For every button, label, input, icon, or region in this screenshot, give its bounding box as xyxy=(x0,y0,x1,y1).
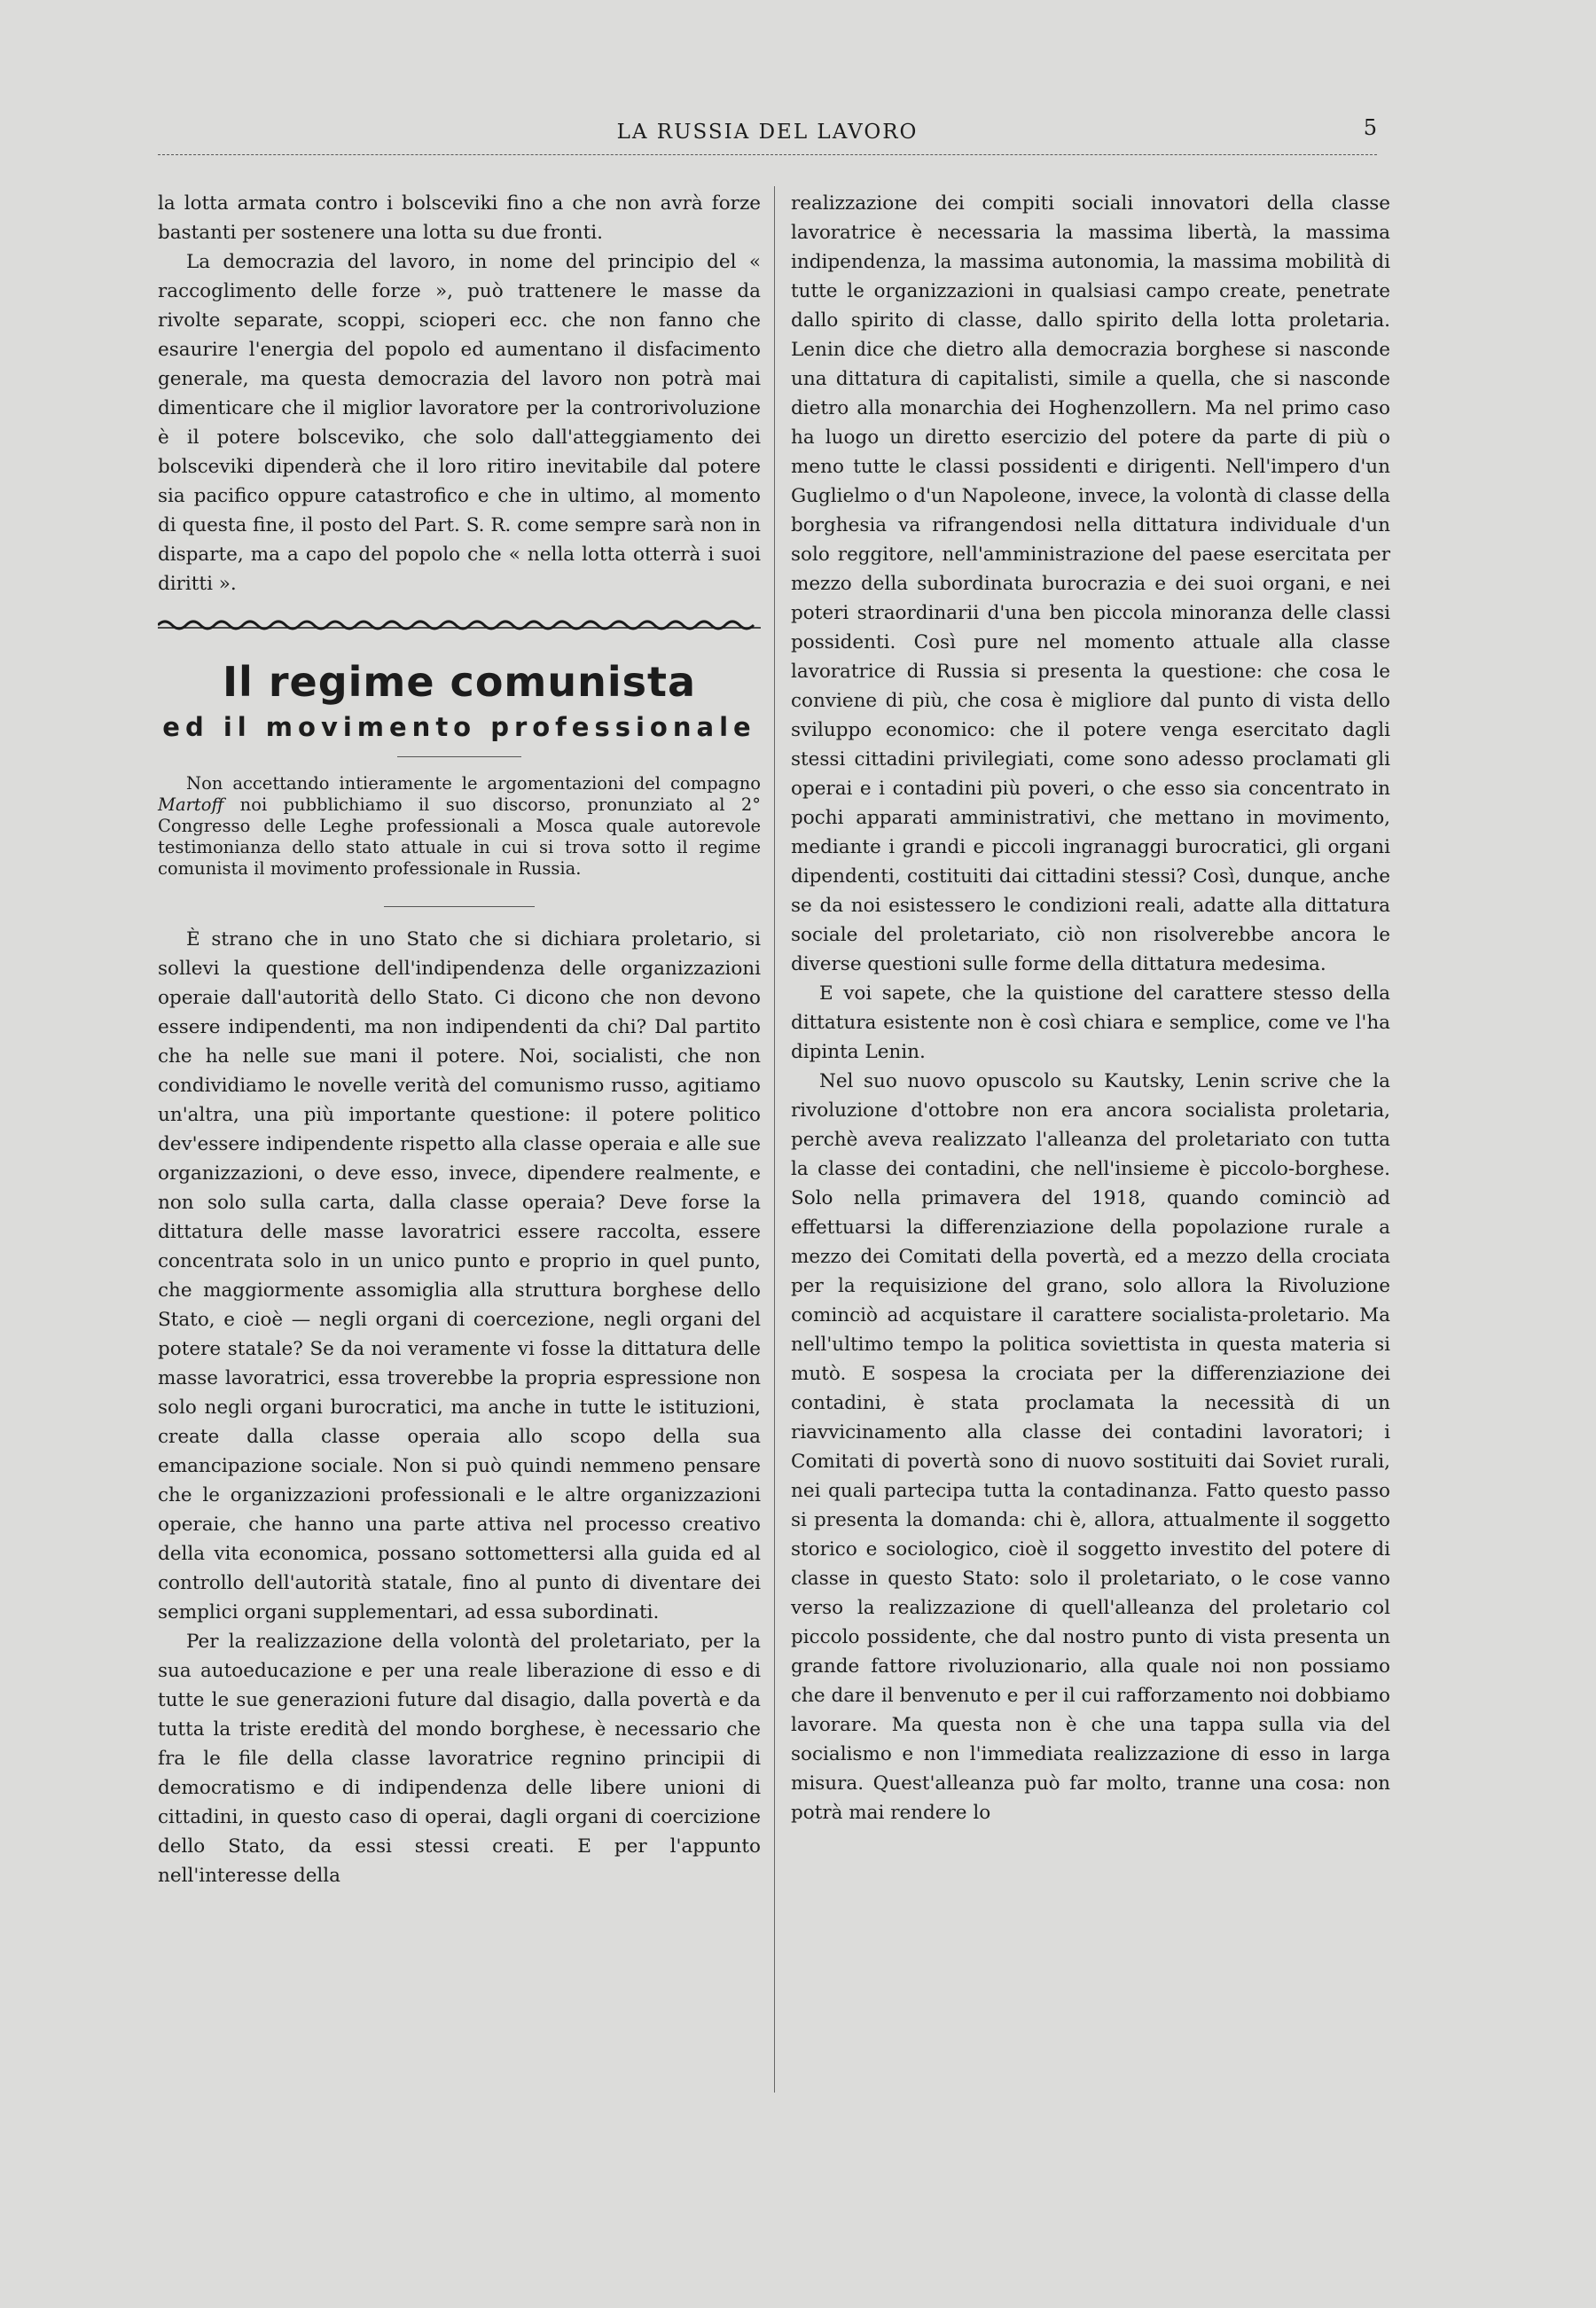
page-number: 5 xyxy=(1363,115,1377,140)
article-title: Il regime comunista xyxy=(222,658,697,706)
editor-note-text: Non accettando intieramente le argomentazioni del compagno xyxy=(186,773,761,794)
paragraph: Per la realizzazione della volontà del proletariato, per la sua autoeducazione e per una reale liberazione di esso e di tutte le sue generazioni future dal disagio, dalla povertà e da tutta la triste eredità del mondo borghese, è necessario che fra le file della classe lavoratrice regnino principii di democratismo e di indipendenza delle libere unioni di cittadini, in questo caso di operai, dagli organi di coercizione dello Stato, da essi stessi creati. E per l'appunto nell'interesse della xyxy=(158,1631,761,1887)
editor-note xyxy=(158,773,761,880)
article-subtitle: ed il movimento professionale xyxy=(162,712,756,742)
paragraph: Nel suo nuovo opuscolo su Kautsky, Lenin scrive che la rivoluzione d'ottobre non era ancora socialista proletaria, perchè aveva realizzato l'alleanza del proletariato con tutta la classe dei contadini, che nell'insieme è piccolo-borghese. Solo nella primavera del 1918, quando cominciò ad effettuarsi la differenziazione della popolazione rurale a mezzo dei Comitati della povertà, ed a mezzo della crociata per la requisizione del grano, solo allora la Rivoluzione cominciò ad acquistare il carattere socialista-proletario. Ma nell'ultimo tempo la politica soviettista in questa materia si mutò. E sospesa la crociata per la differenziazione dei contadini, è stata proclamata la necessità di un riavvicinamento alla classe dei contadini lavoratori; i Comitati di povertà sono di nuovo sostituiti dai Soviet rurali, nei quali partecipa tutta la contadinanza. Fatto questo passo si presenta la domanda: chi è, allora, attualmente il soggetto storico e sociologico, cioè il soggetto investito del potere di classe in questo Stato: solo il proletariato, o le cose vanno verso la realizzazione di quell'alleanza del proletario col piccolo possidente, che dal nostro punto di vista presenta un grande fattore rivoluzionario, alla quale noi non possiamo che dare il benvenuto e per il cui rafforzamento noi dobbiamo lavorare. Ma questa non è che una tappa sulla via del socialismo e non l'immediata realizzazione di esso in larga misura. Quest'alleanza può far molto, tranne una cosa: non potrà mai rendere lo xyxy=(791,1070,1390,1824)
paragraph: È strano che in uno Stato che si dichiara proletario, si sollevi la questione dell'indipendenza delle organizzazioni operaie dall'autorità dello Stato. Ci dicono che non devono essere indipendenti, ma non indipendenti da chi? Dal partito che ha nelle sue mani il potere. Noi, socialisti, che non condividiamo le novelle verità del comunismo russo, agitiamo un'altra, una più importante questione: il potere politico dev'essere indipendente rispetto alla classe operaia e alle sue organizzazioni, o deve esso, invece, dipendere realmente, e non solo sulla carta, dalla classe operaia? Deve forse la dittatura delle masse lavoratrici essere raccolta, essere concentrata solo in un unico punto e proprio in quel punto, che maggiormente assomiglia alla struttura borghese dello Stato, e cioè — negli organi di coercezione, negli organi del potere statale? Se da noi veramente vi fosse la dittatura delle masse lavoratrici, essa troverebbe la propria espressione non solo negli organi burocratici, ma anche in tutte le istituzioni, create dalla classe operaia allo scopo della sua emancipazione sociale. Non si può quindi nemmeno pensare che le organizzazioni professionali e le altre organizzazioni operaie, che hanno una parte attiva nel processo creativo della vita economica, possano sottomettersi alla guida ed al controllo dell'autorità statale, fino al punto di diventare dei semplici organi supplementari, ad essa subordinati. xyxy=(158,928,761,1623)
header-rule xyxy=(158,154,1377,155)
editor-note-text: noi pubblichiamo il suo discorso, pronunziato al 2° Congresso delle Leghe professionali a Mosca quale autorevole testimonianza dello stato attuale in cui si trova sotto il regime comunista il movimento professionale in Russia. xyxy=(158,794,761,879)
wavy-ornament-divider xyxy=(158,616,761,634)
author-name: Martoff xyxy=(158,794,224,815)
paragraph: la lotta armata contro i bolsceviki fino a che non avrà forze bastanti per sostenere una lotta su due fronti. xyxy=(158,192,761,244)
title-rule xyxy=(397,756,521,757)
paragraph: realizzazione dei compiti sociali innovatori della classe lavoratrice è necessaria la massima libertà, la massima indipendenza, la massima autonomia, la massima mobilità di tutte le organizzazioni in qualsiasi campo create, penetrate dallo spirito di classe, dallo spirito della lotta proletaria. Lenin dice che dietro alla democrazia borghese si nasconde una dittatura di capitalisti, simile a quella, che si nasconde dietro alla monarchia dei Hoghenzollern. Ma nel primo caso ha luogo un diretto esercizio del potere da parte di più o meno tutte le classi possidenti e dirigenti. Nell'impero d'un Guglielmo o d'un Napoleone, invece, la volontà di classe della borghesia va rifrangendosi nella dittatura individuale d'un solo reggitore, nell'amministrazione del paese esercitata per mezzo della subordinata burocrazia e dei suoi organi, e nei poteri straordinarii d'una ben piccola minoranza delle classi possidenti. Così pure nel momento attuale alla classe lavoratrice di Russia si presenta la questione: che cosa le conviene di più, che cosa è migliore dal punto di vista dello sviluppo economico: che il potere venga esercitato dagli stessi cittadini privilegiati, come sono adesso proclamati gli operai e i contadini più poveri, o che esso sia concentrato in pochi apparati amministrativi, che mettano in movimento, mediante i grandi e piccoli ingranaggi burocratici, gli organi dipendenti, costituiti dai cittadini stessi? Così, dunque, anche se da noi esistessero le condizioni reali, adatte alla dittatura sociale del proletariato, ciò non risolverebbe ancora le diverse questioni sulle forme della dittatura medesima. xyxy=(791,192,1390,975)
note-rule xyxy=(384,906,535,907)
left-column xyxy=(158,189,761,1890)
right-column xyxy=(791,189,1390,1827)
running-title: LA RUSSIA DEL LAVORO xyxy=(616,121,919,144)
column-divider xyxy=(774,186,775,2093)
page-header xyxy=(158,113,1377,149)
paragraph: La democrazia del lavoro, in nome del principio del « raccoglimento delle forze », può trattenere le masse da rivolte separate, scoppi, scioperi ecc. che non fanno che esaurire l'energia del popolo ed aumentano il disfacimento generale, ma questa democrazia del lavoro non potrà mai dimenticare che il miglior lavoratore per la controrivoluzione è il potere bolsceviko, che solo dall'atteggiamento dei bolsceviki dipenderà che il loro ritiro inevitabile dal potere sia pacifico oppure catastrofico e che in ultimo, al momento di questa fine, il posto del Part. S. R. come sempre sarà non in disparte, ma a capo del popolo che « nella lotta otterrà i suoi diritti ». xyxy=(158,251,761,595)
previous-article-ending xyxy=(158,189,761,599)
paragraph: E voi sapete, che la quistione del carattere stesso della dittatura esistente non è così chiara e semplice, come ve l'ha dipinta Lenin. xyxy=(791,982,1390,1063)
